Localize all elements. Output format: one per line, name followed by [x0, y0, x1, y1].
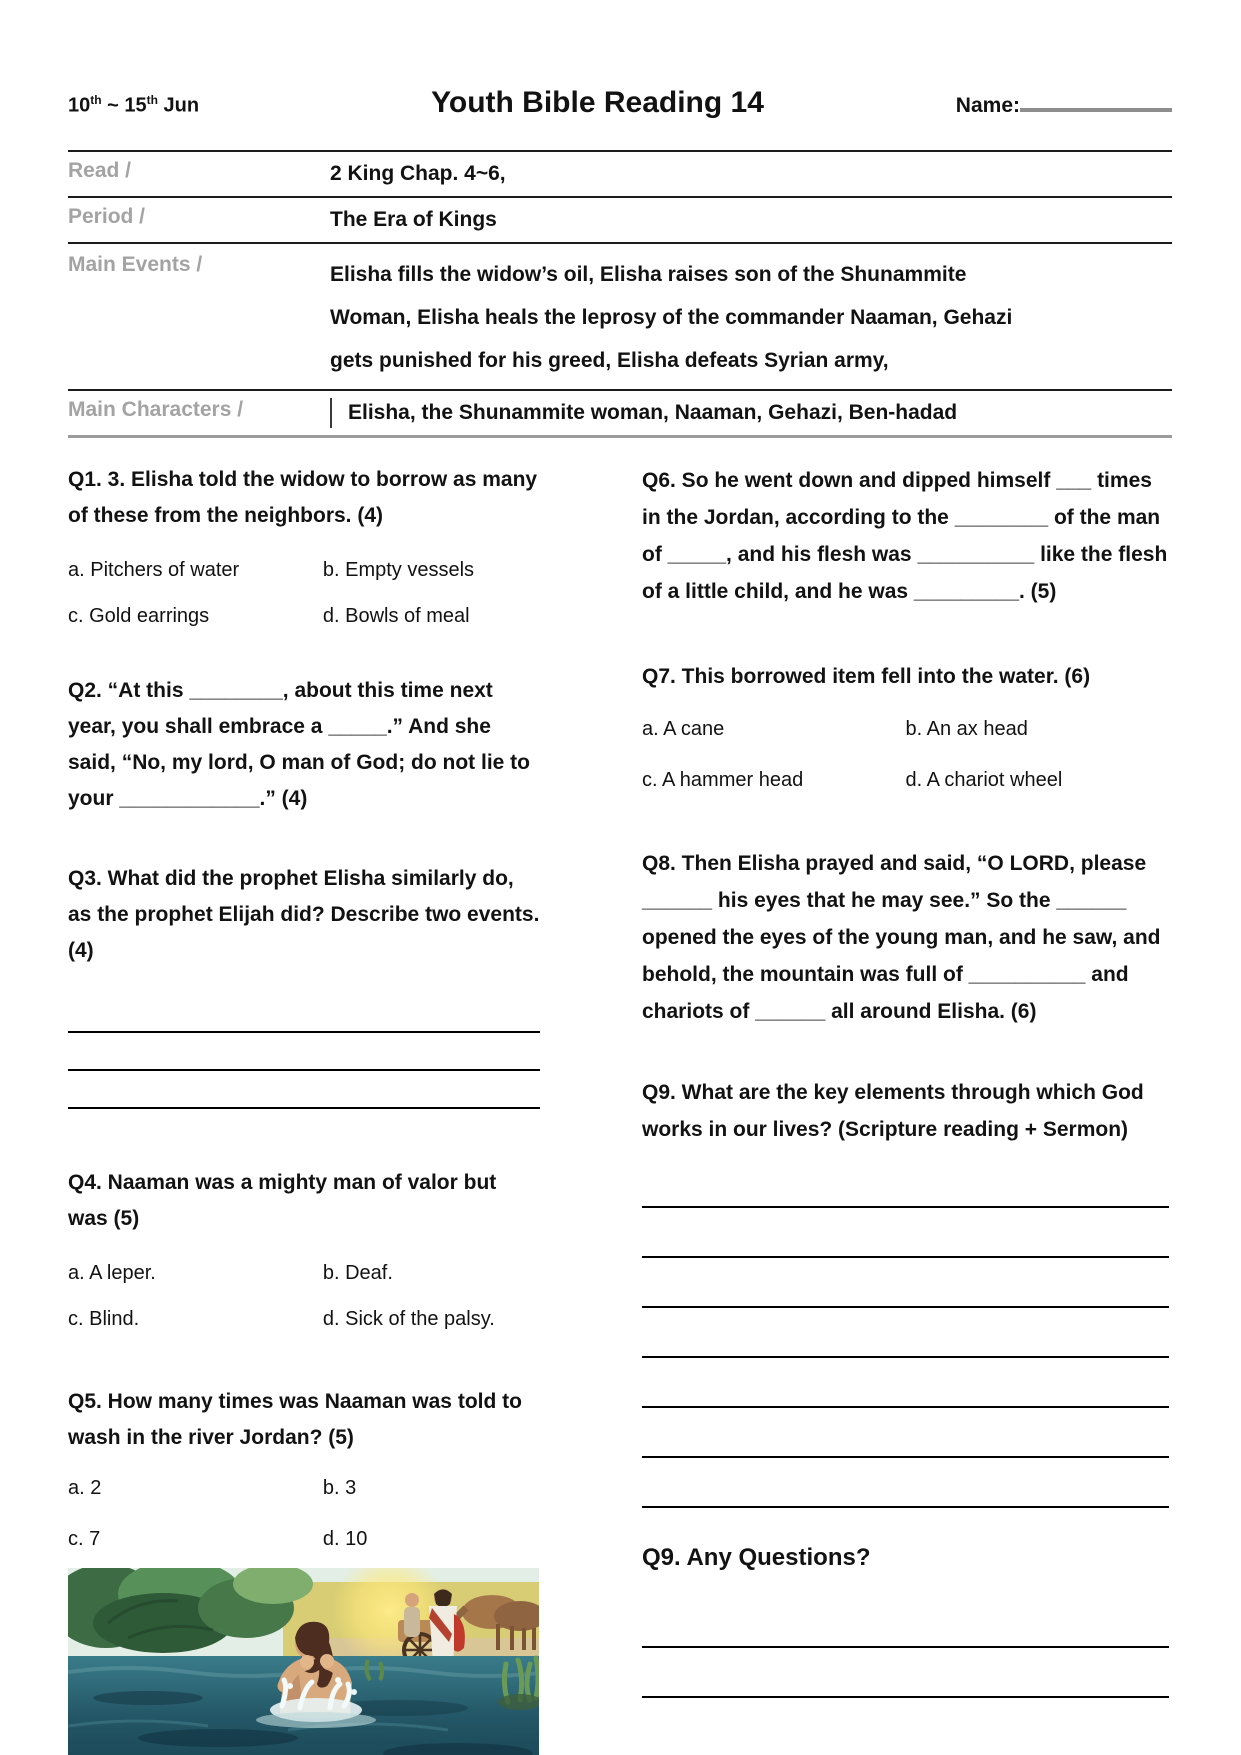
q4-options [68, 1261, 540, 1332]
answer-line [642, 1598, 1169, 1648]
answer-line [68, 995, 540, 1033]
info-row-main-characters [68, 391, 1172, 438]
question-q3: Q3. What did the prophet Elisha similarly do, as the prophet Elijah did? Describe two events. (4) [68, 867, 540, 962]
answer-line [642, 1208, 1169, 1258]
info-value: Elisha, the Shunammite woman, Naaman, Gehazi, Ben-hadad [330, 398, 957, 428]
q7-option-c: c. A hammer head [642, 769, 804, 791]
q9-any-answer-lines [642, 1598, 1169, 1698]
q5-options [68, 1476, 540, 1552]
q5-option-c: c. 7 [68, 1528, 101, 1550]
info-table [68, 150, 1172, 438]
q4-option-c: c. Blind. [68, 1308, 140, 1330]
date-range: 10th ~ 15th Jun [68, 93, 200, 117]
question-q4: Q4. Naaman was a mighty man of valor but was (5) [68, 1171, 497, 1230]
info-row-period [68, 198, 1172, 244]
q4-option-a: a. A leper. [68, 1262, 156, 1284]
q1-option-c: c. Gold earrings [68, 605, 210, 627]
q3-answer-lines [68, 995, 540, 1109]
q1-option-d: d. Bowls of meal [322, 605, 470, 627]
q9-answer-lines [642, 1158, 1169, 1508]
answer-line [642, 1458, 1169, 1508]
q5-option-d: d. 10 [322, 1528, 368, 1550]
answer-line [642, 1308, 1169, 1358]
q7-option-a: a. A cane [642, 718, 725, 740]
q1-options [68, 558, 540, 629]
info-label: Main Characters / [68, 398, 244, 421]
q5-option-a: a. 2 [68, 1477, 102, 1499]
q7-options [642, 717, 1169, 793]
naaman-washing-in-jordan-illustration [68, 1568, 539, 1755]
question-q9-any: Q9. Any Questions? [642, 1544, 871, 1571]
question-q7: Q7. This borrowed item fell into the water. (6) [642, 665, 1091, 688]
answer-line [68, 1033, 540, 1071]
name-blank-line [1020, 94, 1172, 112]
answer-line [642, 1358, 1169, 1408]
question-q5: Q5. How many times was Naaman was told to wash in the river Jordan? (5) [68, 1390, 522, 1449]
question-columns [68, 462, 1172, 1755]
header [68, 86, 1172, 120]
q7-option-d: d. A chariot wheel [905, 769, 1063, 791]
q4-option-b: b. Deaf. [322, 1262, 393, 1284]
q5-option-b: b. 3 [322, 1477, 357, 1499]
right-column [642, 462, 1169, 1698]
answer-line [642, 1158, 1169, 1208]
info-value: 2 King Chap. 4~6, [330, 162, 506, 185]
info-value: Elisha fills the widow’s oil, Elisha raises son of the Shunammite Woman, Elisha heals the leprosy of the commander Naaman, Gehazi gets punished for his greed, Elisha defeats Syrian army, [330, 263, 1013, 372]
info-label: Main Events / [68, 253, 203, 276]
info-label: Read / [68, 159, 132, 182]
q4-option-d: d. Sick of the palsy. [322, 1308, 495, 1330]
info-row-main-events [68, 244, 1172, 391]
question-q6: Q6. So he went down and dipped himself ___ times in the Jordan, according to the ________ of the man of _____, and his flesh was __________ like the flesh of a little child, and he was _________. (5) [642, 469, 1168, 603]
question-q1: Q1. 3. Elisha told the widow to borrow as many of these from the neighbors. (4) [68, 468, 538, 527]
answer-line [642, 1258, 1169, 1308]
answer-line [642, 1408, 1169, 1458]
answer-line [642, 1648, 1169, 1698]
question-q9: Q9. What are the key elements through which God works in our lives? (Scripture reading + Sermon) [642, 1081, 1144, 1141]
name-label: Name: [955, 94, 1020, 117]
q1-option-a: a. Pitchers of water [68, 559, 240, 581]
question-q8: Q8. Then Elisha prayed and said, “O LORD, please ______ his eyes that he may see.” So the ______ opened the eyes of the young man, and he saw, and behold, the mountain was full of __________ and chariots of ______ all around Elisha. (6) [642, 852, 1161, 1023]
q1-option-b: b. Empty vessels [322, 559, 475, 581]
answer-line [68, 1071, 540, 1109]
info-label: Period / [68, 205, 146, 228]
info-row-read [68, 152, 1172, 198]
left-column [68, 462, 540, 1755]
question-q2: Q2. “At this ________, about this time next year, you shall embrace a _____.” And she said, “No, my lord, O man of God; do not lie to your ____________.” (4) [68, 679, 530, 810]
name-field [872, 94, 1172, 118]
q7-option-b: b. An ax head [905, 718, 1028, 740]
page-title: Youth Bible Reading 14 [431, 86, 764, 119]
info-value: The Era of Kings [330, 208, 497, 231]
